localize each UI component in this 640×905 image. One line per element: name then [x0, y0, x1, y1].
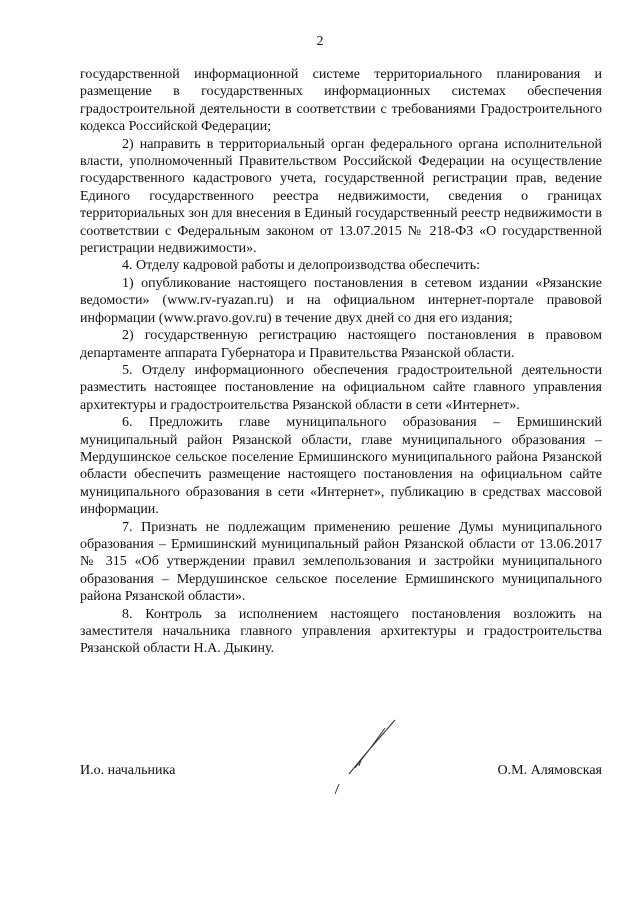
page-number: 2 — [316, 34, 324, 49]
signatory-position: И.о. начальника — [80, 763, 176, 778]
paragraph-clause-4: 4. Отделу кадровой работы и делопроизводства обеспечить: — [122, 258, 481, 274]
paragraph-clause-5: 5. Отделу информационного обеспечения градостроительной деятельности разместить настоящее постановление на официальном сайте главного управления архитектуры и градостроительства Рязанской области в сети «Интернет». — [80, 362, 602, 413]
paragraph-clause-6: 6. Предложить главе муниципального образования – Ермишинский муниципальный район Рязанской области, главе муниципального образования – Мердушинское сельское поселение Ермишинского муниципального района Рязанской области обеспечить размещение настоящего постановления на официальном сайте муниципального образования в сети «Интернет», публикацию в средствах массовой информации. — [80, 415, 602, 518]
handwritten-signature — [325, 716, 415, 801]
paragraph-continuation: государственной информационной системе территориального планирования и размещение в государственных информационных системах обеспечения градостроительной деятельности в соответствии с требованиями Градостроительного кодекса Российской Федерации; — [80, 67, 602, 135]
paragraph-subitem-2: 2) государственную регистрацию настоящего постановления в правовом департаменте аппарата Губернатора и Правительства Рязанской области. — [80, 328, 602, 361]
paragraph-clause-8: 8. Контроль за исполнением настоящего постановления возложить на заместителя начальника главного управления архитектуры и градостроительства Рязанской области Н.А. Дыкину. — [80, 606, 602, 657]
paragraph-item-2: 2) направить в территориальный орган федерального органа исполнительной власти, уполномоченный Правительством Российской Федерации на осуществление государственного кадастрового учета, государственной регистрации прав, ведение Единого государственного реестра недвижимости, сведения о границах территориальных зон для внесения в Единый государственный реестр недвижимости в соответствии с Федеральным законом от 13.07.2015 № 218-ФЗ «О государственной регистрации недвижимости». — [80, 136, 602, 257]
paragraph-subitem-1: 1) опубликование настоящего постановления в сетевом издании «Рязанские ведомости» (www.rv-ryazan.ru) и на официальном интернет-портале правовой информации (www.pravo.gov.ru) в течение двух дней со дня его издания; — [80, 275, 602, 326]
signatory-name: О.М. Алямовская — [497, 763, 602, 778]
paragraph-clause-7: 7. Признать не подлежащим применению решение Думы муниципального образования – Ермишинский муниципальный район Рязанской области от 13.06.2017 № 315 «Об утверждении правил землепользования и застройки муниципального образования – Мердушинское сельское поселение Ермишинского муниципального района Рязанской области». — [80, 519, 602, 605]
document-body — [80, 66, 602, 658]
signature-block — [80, 763, 602, 779]
